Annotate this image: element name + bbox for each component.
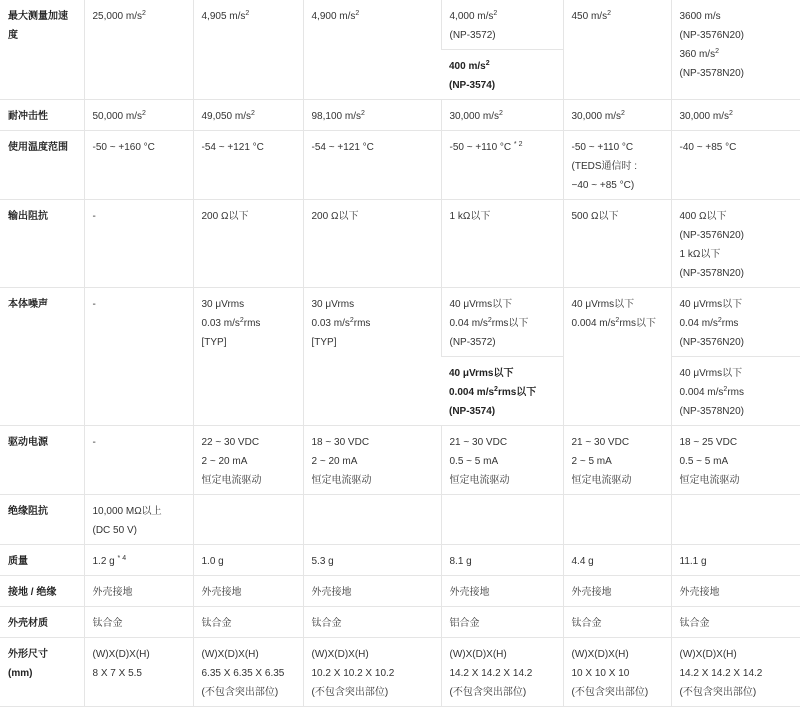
row-max-acceleration bbox=[0, 0, 800, 50]
spec-cell: (W)X(D)X(H) 10.2 X 10.2 X 10.2 (不包含突出部位) bbox=[303, 638, 441, 707]
spec-cell: 30,000 $m/s^2$ bbox=[441, 100, 563, 131]
spec-cell: 200 Ω以下 bbox=[303, 200, 441, 288]
spec-cell: 外壳接地 bbox=[84, 576, 193, 607]
spec-cell: 18 ~ 25 VDC 0.5 ~ 5 mA 恒定电流驱动 bbox=[671, 426, 800, 495]
spec-cell-empty bbox=[563, 495, 671, 545]
spec-cell: 21 ~ 30 VDC 2 ~ 5 mA 恒定电流驱动 bbox=[563, 426, 671, 495]
row-insulation-resistance bbox=[0, 495, 800, 545]
spec-cell: 30,000 $m/s^2$ bbox=[671, 100, 800, 131]
spec-cell: 40 μVrms以下 0.04 $m/s^2rms$以下 (NP-3572) bbox=[441, 288, 563, 357]
row-label: 输出阻抗 bbox=[0, 200, 84, 288]
spec-cell: 500 Ω以下 bbox=[563, 200, 671, 288]
spec-cell: 4.4 g bbox=[563, 545, 671, 576]
row-label: 使用温度范围 bbox=[0, 131, 84, 200]
row-label: 驱动电源 bbox=[0, 426, 84, 495]
spec-cell: 450 $m/s^2$ bbox=[563, 0, 671, 100]
spec-cell: (W)X(D)X(H) 6.35 X 6.35 X 6.35 (不包含突出部位) bbox=[193, 638, 303, 707]
row-label: 本体噪声 bbox=[0, 288, 84, 426]
spec-cell: 30,000 $m/s^2$ bbox=[563, 100, 671, 131]
spec-cell: 钛合金 bbox=[671, 607, 800, 638]
spec-cell: 50,000 $m/s^2$ bbox=[84, 100, 193, 131]
row-drive-power bbox=[0, 426, 800, 495]
row-shock-resistance bbox=[0, 100, 800, 131]
spec-cell: 钛合金 bbox=[303, 607, 441, 638]
spec-cell: 25,000 $m/s^2$ bbox=[84, 0, 193, 100]
spec-cell: 钛合金 bbox=[563, 607, 671, 638]
spec-cell: (W)X(D)X(H) 14.2 X 14.2 X 14.2 (不包含突出部位) bbox=[441, 638, 563, 707]
spec-cell: 铝合金 bbox=[441, 607, 563, 638]
row-dimensions bbox=[0, 638, 800, 707]
spec-cell: -50 ~ +110 °C $^{* 2}$ bbox=[441, 131, 563, 200]
spec-cell: (W)X(D)X(H) 10 X 10 X 10 (不包含突出部位) bbox=[563, 638, 671, 707]
spec-cell: -40 ~ +85 °C bbox=[671, 131, 800, 200]
spec-cell: 400 Ω以下 (NP-3576N20) 1 kΩ以下 (NP-3578N20) bbox=[671, 200, 800, 288]
spec-cell: 5.3 g bbox=[303, 545, 441, 576]
spec-cell: - bbox=[84, 200, 193, 288]
row-grounding bbox=[0, 576, 800, 607]
spec-cell: 外壳接地 bbox=[193, 576, 303, 607]
row-noise bbox=[0, 288, 800, 357]
spec-cell: (W)X(D)X(H) 8 X 7 X 5.5 bbox=[84, 638, 193, 707]
spec-cell: 外壳接地 bbox=[441, 576, 563, 607]
spec-cell: 22 ~ 30 VDC 2 ~ 20 mA 恒定电流驱动 bbox=[193, 426, 303, 495]
spec-cell: - bbox=[84, 426, 193, 495]
spec-cell: 外壳接地 bbox=[671, 576, 800, 607]
row-label: 耐冲击性 bbox=[0, 100, 84, 131]
row-label: 外形尺寸 (mm) bbox=[0, 638, 84, 707]
spec-cell-empty bbox=[441, 495, 563, 545]
spec-cell: 4,000 $m/s^2$ (NP-3572) bbox=[441, 0, 563, 50]
spec-cell: -50 ~ +160 °C bbox=[84, 131, 193, 200]
spec-cell: 200 Ω以下 bbox=[193, 200, 303, 288]
spec-cell: 外壳接地 bbox=[563, 576, 671, 607]
spec-cell: 11.1 g bbox=[671, 545, 800, 576]
spec-cell-empty bbox=[193, 495, 303, 545]
spec-cell: 49,050 $m/s^2$ bbox=[193, 100, 303, 131]
spec-cell: 10,000 MΩ以上 (DC 50 V) bbox=[84, 495, 193, 545]
row-output-impedance bbox=[0, 200, 800, 288]
spec-cell: 21 ~ 30 VDC 0.5 ~ 5 mA 恒定电流驱动 bbox=[441, 426, 563, 495]
row-label: 外壳材质 bbox=[0, 607, 84, 638]
spec-cell: 30 μVrms 0.03 $m/s^2rms$ [TYP] bbox=[193, 288, 303, 426]
spec-cell: -54 ~ +121 °C bbox=[303, 131, 441, 200]
spec-cell: 30 μVrms 0.03 $m/s^2rms$ [TYP] bbox=[303, 288, 441, 426]
spec-cell-empty bbox=[671, 495, 800, 545]
spec-cell: 8.1 g bbox=[441, 545, 563, 576]
spec-cell: 钛合金 bbox=[84, 607, 193, 638]
spec-cell: 3600 m/s (NP-3576N20) 360 $m/s^2$ (NP-3578N20) bbox=[671, 0, 800, 100]
spec-cell: 18 ~ 30 VDC 2 ~ 20 mA 恒定电流驱动 bbox=[303, 426, 441, 495]
row-temperature-range bbox=[0, 131, 800, 200]
spec-cell: - bbox=[84, 288, 193, 426]
spec-cell: -54 ~ +121 °C bbox=[193, 131, 303, 200]
spec-cell: -50 ~ +110 °C (TEDS通信时 : −40 ~ +85 °C) bbox=[563, 131, 671, 200]
spec-cell: 40 μVrms以下 0.04 $m/s^2rms$ (NP-3576N20) bbox=[671, 288, 800, 357]
spec-cell-empty bbox=[303, 495, 441, 545]
row-housing-material bbox=[0, 607, 800, 638]
spec-cell: 40 μVrms以下 0.004 $m/s^2rms$以下 bbox=[563, 288, 671, 426]
spec-cell: 400 $m/s^2$ (NP-3574) bbox=[441, 50, 563, 100]
spec-cell: 40 μVrms以下 0.004 $m/s^2rms$以下 (NP-3574) bbox=[441, 357, 563, 426]
row-mass bbox=[0, 545, 800, 576]
spec-cell: 1 kΩ以下 bbox=[441, 200, 563, 288]
row-label: 质量 bbox=[0, 545, 84, 576]
row-label: 绝缘阻抗 bbox=[0, 495, 84, 545]
row-label: 最大测量加速度 bbox=[0, 0, 84, 100]
row-label: 接地 / 绝缘 bbox=[0, 576, 84, 607]
spec-cell: (W)X(D)X(H) 14.2 X 14.2 X 14.2 (不包含突出部位) bbox=[671, 638, 800, 707]
spec-cell: 40 μVrms以下 0.004 $m/s^2rms$ (NP-3578N20) bbox=[671, 357, 800, 426]
spec-cell: 4,900 $m/s^2$ bbox=[303, 0, 441, 100]
spec-cell: 钛合金 bbox=[193, 607, 303, 638]
spec-cell: 1.0 g bbox=[193, 545, 303, 576]
spec-cell: 98,100 $m/s^2$ bbox=[303, 100, 441, 131]
spec-cell: 1.2 g $^{* 4}$ bbox=[84, 545, 193, 576]
spec-cell: 4,905 $m/s^2$ bbox=[193, 0, 303, 100]
spec-cell: 外壳接地 bbox=[303, 576, 441, 607]
